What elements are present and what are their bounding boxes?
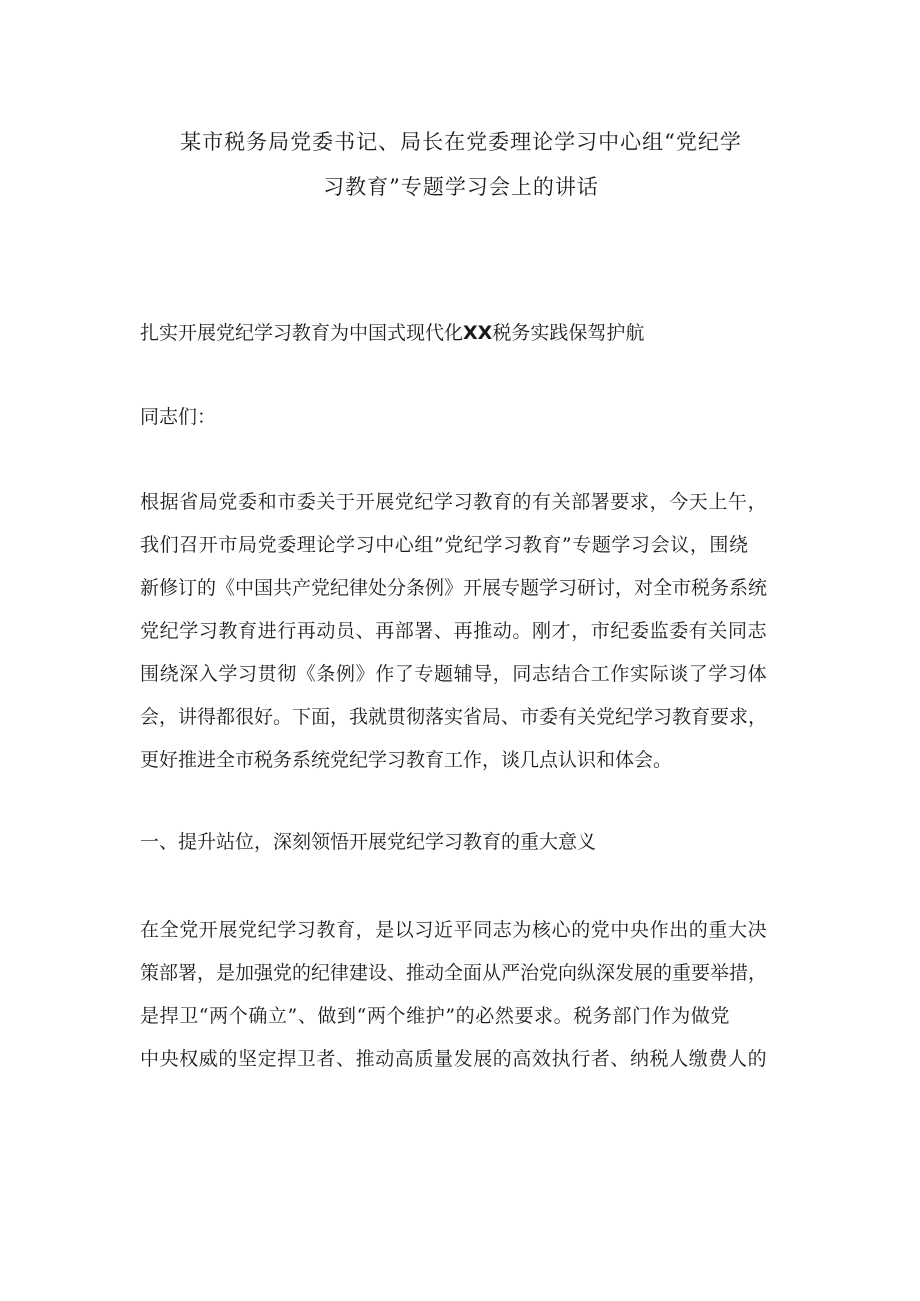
greeting: 同志们： — [140, 406, 217, 428]
section-heading-1: 一、提升站位，深刻领悟开展党纪学习教育的重大意义 — [140, 831, 597, 853]
paragraph-line: 根据省局党委和市委关于开展党纪学习教育的有关部署要求，今天上午， — [140, 491, 768, 513]
speech-subtitle — [140, 318, 782, 348]
paragraph-section-1 — [140, 909, 782, 1081]
paragraph-intro — [140, 481, 782, 782]
title-line: 习教育”专题学习会上的讲话 — [323, 175, 599, 199]
paragraph-line: 党纪学习教育进行再动员、再部署、再推动。刚才，市纪委监委有关同志 — [140, 620, 768, 642]
paragraph-line: 是捍卫“两个确立”、做到“两个维护”的必然要求。税务部门作为做党 — [140, 1005, 731, 1027]
paragraph-line: 会，讲得都很好。下面，我就贯彻落实省局、市委有关党纪学习教育要求， — [140, 706, 768, 728]
subtitle-text-before: 扎实开展党纪学习教育为中国式现代化 — [140, 322, 464, 344]
subtitle-placeholder-xx: XX — [463, 322, 493, 344]
title-line: 某市税务局党委书记、局长在党委理论学习中心组“党纪学 — [180, 130, 742, 154]
subtitle-text-after: 税务实践保驾护航 — [492, 322, 645, 344]
document-title — [140, 0, 782, 210]
paragraph-line: 在全党开展党纪学习教育，是以习近平同志为核心的党中央作出的重大决 — [140, 919, 768, 941]
paragraph-line: 我们召开市局党委理论学习中心组”党纪学习教育”专题学习会议，围绕 — [140, 534, 749, 556]
paragraph-line: 更好推进全市税务系统党纪学习教育工作，谈几点认识和体会。 — [140, 749, 673, 771]
paragraph-line: 策部署，是加强党的纪律建设、推动全面从严治党向纵深发展的重要举措， — [140, 962, 768, 984]
paragraph-line: 新修订的《中国共产党纪律处分条例》开展专题学习研讨，对全市税务系统 — [140, 577, 768, 599]
paragraph-line: 围绕深入学习贯彻《条例》作了专题辅导，同志结合工作实际谈了学习体 — [140, 663, 768, 685]
paragraph-line: 中央权威的坚定捍卫者、推动高质量发展的高效执行者、纳税人缴费人的 — [140, 1048, 768, 1070]
